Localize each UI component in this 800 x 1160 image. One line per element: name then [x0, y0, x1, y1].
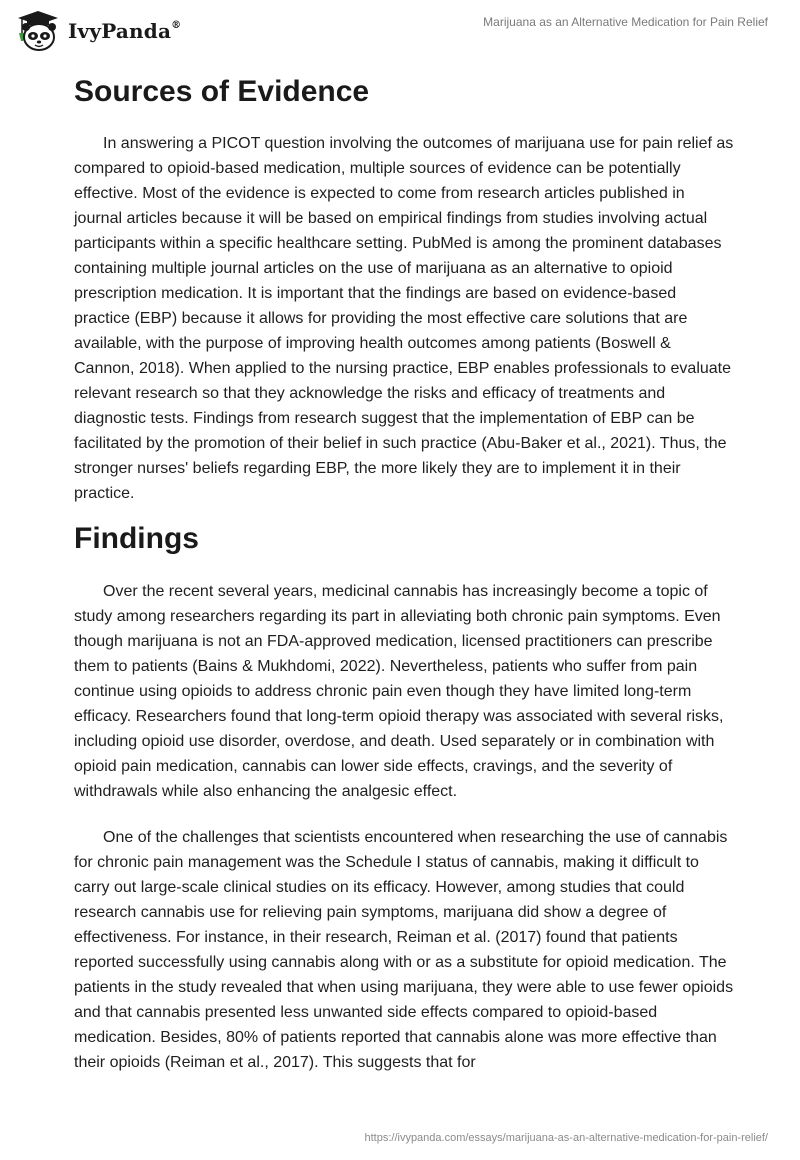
logo-text: IvyPanda® — [68, 19, 182, 43]
page-header — [0, 0, 800, 60]
paragraph: In answering a PICOT question involving the outcomes of marijuana use for pain relief as compared to opioid-based medication, multiple sources of evidence can be potentially effective. Most of the evidence is expected to come from research articles published in journal articles because it will be based on empirical findings from studies involving actual participants within a specific healthcare setting. PubMed is among the prominent databases containing multiple journal articles on the use of marijuana as an alternative to opioid prescription medication. It is important that the findings are based on evidence-based practice (EBP) because it allows for providing the most effective care solutions that are available, with the purpose of improving health outcomes among patients (Boswell & Cannon, 2018). When applied to the nursing practice, EBP enables professionals to evaluate relevant research so that they acknowledge the risks and efficacy of treatments and diagnostic tests. Findings from research suggest that the implementation of EBP can be facilitated by the promotion of their belief in such practice (Abu-Baker et al., 2021). Thus, the stronger nurses' beliefs regarding EBP, the more likely they are to implement it in their practice. — [74, 135, 734, 502]
section-heading-sources-of-evidence: Sources of Evidence — [74, 75, 370, 108]
paragraph: Over the recent several years, medicinal cannabis has increasingly become a topic of study among researchers regarding its part in alleviating both chronic pain symptoms. Even though marijuana is not an FDA-approved medication, licensed practitioners can prescribe them to patients (Bains & Mukhdomi, 2022). Nevertheless, patients who suffer from pain continue using opioids to address chronic pain even though they have limited long-term efficacy. Researchers found that long-term opioid therapy was associated with several risks, including opioid use disorder, overdose, and death. Used separately or in combination with opioid pain medication, cannabis can lower side effects, cravings, and the severity of withdrawals while also enhancing the analgesic effect. — [74, 583, 724, 800]
paragraph: One of the challenges that scientists encountered when researching the use of cannabis for chronic pain management was the Schedule I status of cannabis, making it difficult to carry out large-scale clinical studies on its efficacy. However, among studies that could research cannabis use for relieving pain symptoms, marijuana did show a degree of effectiveness. For instance, in their research, Reiman et al. (2017) found that patients reported successfully using cannabis along with or as a substitute for opioid medication. The patients in the study revealed that when using marijuana, they were able to use fewer opioids and that cannabis presented less unwanted side effects compared to opioid-based medication. Besides, 80% of patients reported that cannabis alone was more effective than their opioids (Reiman et al., 2017). This suggests that for — [74, 829, 734, 1071]
source-url[interactable]: https://ivypanda.com/essays/marijuana-as-an-alternative-medication-for-pain-relief/ — [364, 1132, 768, 1144]
logo[interactable] — [14, 8, 181, 54]
section-heading-findings: Findings — [74, 522, 199, 555]
panda-graduate-icon — [14, 9, 62, 53]
document-title: Marijuana as an Alternative Medication for Pain Relief — [483, 15, 768, 29]
essay-content — [74, 70, 734, 1075]
